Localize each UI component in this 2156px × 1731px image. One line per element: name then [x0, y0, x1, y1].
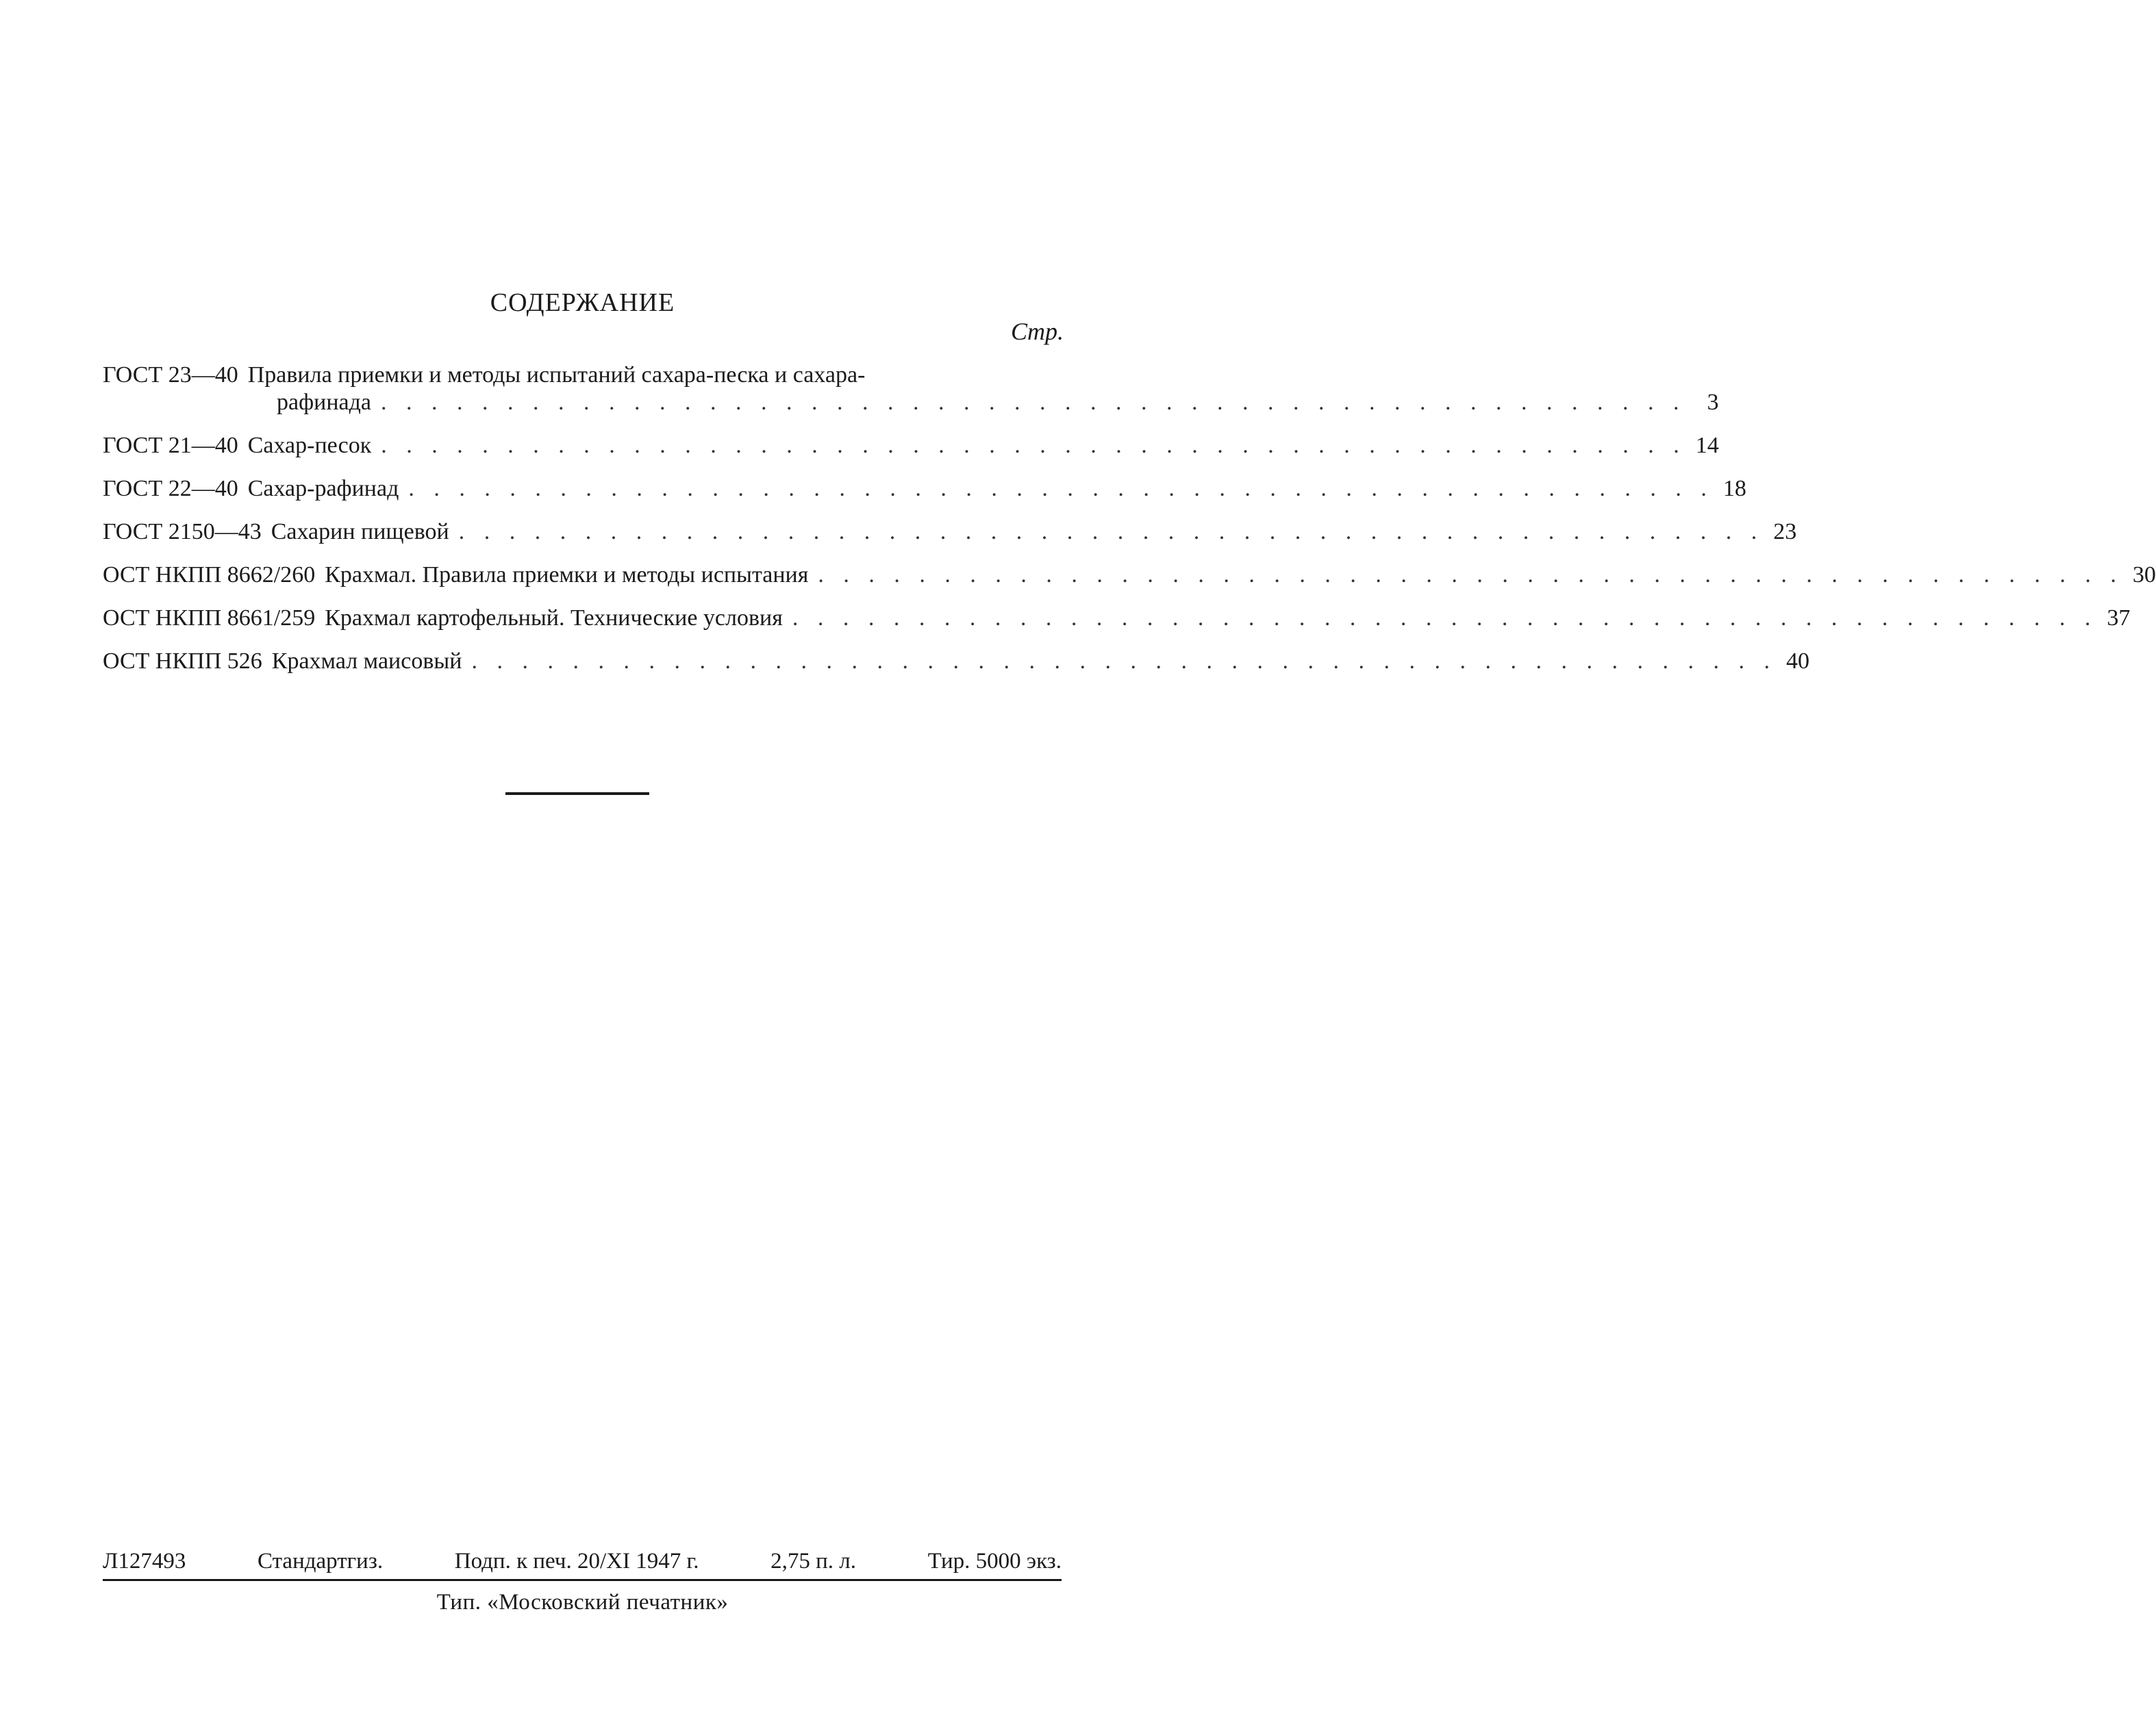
imprint-publisher: Стандартгиз.	[258, 1549, 384, 1574]
toc-entry-code: ОСТ НКПП 8661/259	[103, 605, 316, 631]
toc-dot-leader: . . . . . . . . . . . . . . . . . . . . . . . . . . . . . . . . . . . . . . . . . . . . . . . . . . . .	[458, 519, 1764, 544]
toc-entry-code: ГОСТ 22—40	[103, 476, 238, 501]
toc-dot-leader: . . . . . . . . . . . . . . . . . . . . . . . . . . . . . . . . . . . . . . . . . . . . . . . . . . . .	[381, 390, 1686, 415]
toc-entry	[103, 605, 2131, 632]
toc-entry-title: Крахмал. Правила приемки и методы испытания	[325, 562, 809, 587]
toc-entry	[103, 432, 1719, 459]
section-divider	[505, 792, 649, 795]
toc-entry-code: ОСТ НКПП 526	[103, 648, 262, 674]
toc-entry-title: Правила приемки и методы испытаний сахара-песка и сахара-	[247, 362, 866, 388]
toc-entry	[103, 518, 1797, 546]
toc-entry-code: ГОСТ 2150—43	[103, 519, 262, 544]
toc-entry	[103, 475, 1746, 503]
toc-entry-page: 37	[2107, 605, 2131, 631]
printer-credit: Тип. «Московский печатник»	[436, 1590, 729, 1615]
toc-entry-page: 40	[1785, 648, 1809, 674]
imprint-sheets: 2,75 п. л.	[770, 1549, 857, 1574]
imprint-line	[103, 1549, 1062, 1574]
toc-entry-title: Сахар-рафинад	[247, 476, 399, 501]
toc-entry-title: Сахарин пищевой	[271, 519, 449, 544]
toc-entry	[103, 561, 2156, 589]
toc-dot-leader: . . . . . . . . . . . . . . . . . . . . . . . . . . . . . . . . . . . . . . . . . . . . . . . . . . . .	[408, 476, 1714, 501]
toc-dot-leader: . . . . . . . . . . . . . . . . . . . . . . . . . . . . . . . . . . . . . . . . . . . . . . . . . . . .	[792, 605, 2098, 631]
toc-entry-title: Крахмал маисовый	[271, 648, 462, 674]
toc-entry-page: 30	[2132, 562, 2156, 587]
page-title: СОДЕРЖАНИЕ	[490, 288, 675, 317]
imprint-order-number: Л127493	[103, 1549, 186, 1574]
toc-entry-code: ГОСТ 23—40	[103, 362, 238, 388]
imprint-signed-date: Подп. к печ. 20/XI 1947 г.	[454, 1549, 699, 1574]
table-of-contents	[103, 362, 2156, 691]
toc-entry-title: Сахар-песок	[247, 433, 372, 458]
imprint-print-run: Тир. 5000 экз.	[927, 1549, 1062, 1574]
toc-entry-code: ГОСТ 21—40	[103, 433, 238, 458]
toc-entry	[103, 648, 1809, 675]
toc-dot-leader: . . . . . . . . . . . . . . . . . . . . . . . . . . . . . . . . . . . . . . . . . . . . . . . . . . . .	[818, 562, 2123, 587]
toc-entry-page: 14	[1695, 433, 1719, 458]
toc-entry-title-continued: рафинада	[277, 390, 371, 415]
toc-entry-page: 18	[1722, 476, 1746, 501]
toc-entry-code: ОСТ НКПП 8662/260	[103, 562, 316, 587]
imprint-divider	[103, 1579, 1062, 1581]
toc-entry-page: 23	[1773, 519, 1797, 544]
toc-entry-title: Крахмал картофельный. Технические условия	[325, 605, 783, 631]
toc-dot-leader: . . . . . . . . . . . . . . . . . . . . . . . . . . . . . . . . . . . . . . . . . . . . . . . . . . . .	[381, 433, 1686, 458]
page-column-label: Cтр.	[1010, 318, 1064, 345]
toc-entry	[103, 362, 1719, 416]
toc-dot-leader: . . . . . . . . . . . . . . . . . . . . . . . . . . . . . . . . . . . . . . . . . . . . . . . . . . . .	[471, 648, 1777, 674]
toc-entry-page: 3	[1707, 390, 1719, 415]
